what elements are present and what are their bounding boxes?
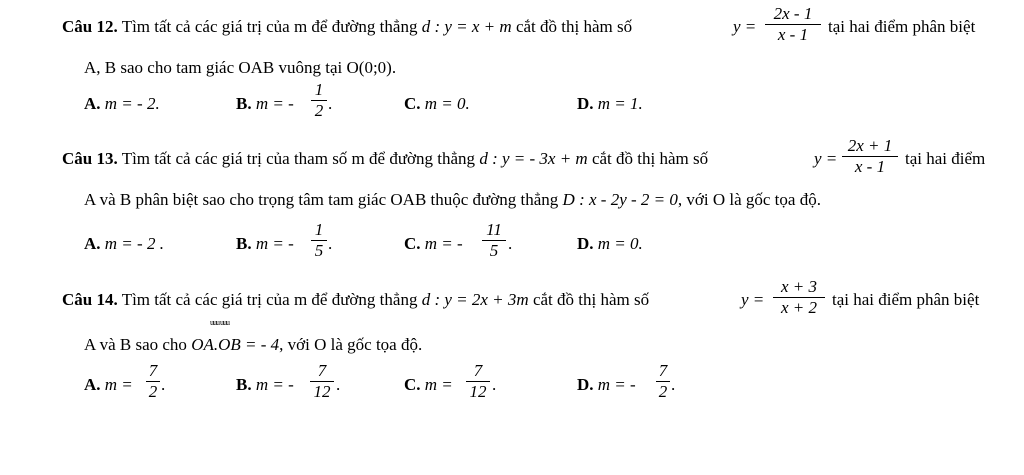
option-value: m = 0. [424, 94, 470, 113]
option-letter: C. [404, 234, 421, 253]
q13-option-c-suffix: . [508, 234, 513, 253]
option-prefix: m = - [255, 375, 294, 394]
q12-option-b-suffix: . [328, 94, 333, 113]
q14-option-b-suffix: . [336, 375, 341, 394]
q12-option-a[interactable] [84, 94, 160, 114]
q13-fraction-denominator: x - 1 [854, 157, 886, 176]
q14-option-c-suffix: . [492, 375, 497, 394]
q14-option-a-fraction [146, 362, 160, 401]
option-letter: A. [84, 375, 101, 394]
fraction-denominator: 2 [314, 101, 324, 120]
option-letter: B. [236, 375, 252, 394]
option-letter: B. [236, 94, 252, 113]
fraction-numerator: 1 [314, 80, 324, 99]
q13-line-D-equation: D : x - 2y - 2 = 0 [562, 190, 678, 209]
q12-y-eq: y = [733, 17, 757, 36]
fraction-denominator: 5 [314, 241, 324, 260]
q14-option-c[interactable] [404, 375, 453, 395]
q12-option-b-fraction [311, 81, 327, 120]
q12-option-b[interactable] [236, 94, 294, 114]
q14-dot-product-equation: OA.OB = - 4 [191, 335, 280, 354]
q12-line1 [62, 17, 632, 37]
fraction-numerator: 7 [317, 361, 327, 380]
q13-y-eq: y = [814, 149, 838, 168]
option-prefix: m = - [424, 234, 463, 253]
option-value: m = 1. [597, 94, 643, 113]
q12-option-c[interactable] [404, 94, 470, 114]
q14-option-d[interactable] [577, 375, 636, 395]
fraction-numerator: 11 [486, 220, 502, 239]
q14-option-b[interactable] [236, 375, 294, 395]
fraction-denominator: 2 [658, 382, 668, 401]
q14-option-b-fraction [310, 362, 334, 401]
q13-option-c-fraction [482, 221, 506, 260]
fraction-denominator: 2 [148, 382, 158, 401]
fraction-numerator: 7 [658, 361, 668, 380]
q13-option-c[interactable] [404, 234, 463, 254]
option-letter: D. [577, 234, 594, 253]
q14-option-c-fraction [466, 362, 490, 401]
q13-text3: tại hai điểm [905, 149, 986, 168]
q12-fraction-numerator: 2x - 1 [773, 4, 813, 23]
q13-option-b-fraction [311, 221, 327, 260]
option-letter: D. [577, 94, 594, 113]
q14-option-a-suffix: . [161, 375, 166, 394]
q13-option-a[interactable] [84, 234, 164, 254]
q14-fraction-numerator: x + 3 [780, 277, 818, 296]
q12-text3: tại hai điểm phân biệt [828, 17, 976, 36]
q13-option-d[interactable] [577, 234, 643, 254]
option-prefix: m = - [597, 375, 636, 394]
q14-fraction-denominator: x + 2 [780, 298, 818, 317]
fraction-numerator: 1 [314, 220, 324, 239]
q13-line2 [84, 190, 821, 210]
q13-line1 [62, 149, 708, 169]
fraction-numerator: 7 [148, 361, 158, 380]
q13-option-b-suffix: . [328, 234, 333, 253]
option-letter: A. [84, 234, 101, 253]
q14-function-fraction [773, 278, 825, 317]
q14-line2 [84, 335, 422, 355]
q14-y-eq: y = [741, 290, 765, 309]
option-value: m = - 2 . [104, 234, 164, 253]
q13-text2: cắt đồ thị hàm số [591, 149, 709, 168]
q12-line-equation: d : y = x + m [421, 17, 512, 36]
q13-line2a: A và B phân biệt sao cho trọng tâm tam giác OAB thuộc đường thẳng [84, 190, 559, 209]
q14-label: Câu 14. [62, 290, 118, 309]
q12-text2: cắt đồ thị hàm số [515, 17, 633, 36]
q12-text1: Tìm tất cả các giá trị của m để đường thẳng [121, 17, 418, 36]
option-value: m = 0. [597, 234, 643, 253]
option-prefix: m = [104, 375, 133, 394]
q12-option-d[interactable] [577, 94, 643, 114]
option-letter: A. [84, 94, 101, 113]
option-prefix: m = - [255, 94, 294, 113]
q14-line1 [62, 290, 649, 310]
q14-text1: Tìm tất cả các giá trị của m để đường thẳng [121, 290, 418, 309]
q14-vector-arrows: uuu uuu [210, 318, 229, 327]
option-prefix: m = [424, 375, 453, 394]
option-letter: B. [236, 234, 252, 253]
q13-text1: Tìm tất cả các giá trị của tham số m để đường thẳng [121, 149, 476, 168]
q14-line2b: , với O là gốc tọa độ. [279, 335, 423, 354]
q14-text3: tại hai điểm phân biệt [832, 290, 980, 309]
q14-text2: cắt đồ thị hàm số [532, 290, 650, 309]
q12-fraction-denominator: x - 1 [777, 25, 809, 44]
q13-line2b: , với O là gốc tọa độ. [677, 190, 821, 209]
fraction-numerator: 7 [473, 361, 483, 380]
fraction-denominator: 5 [489, 241, 499, 260]
q13-option-b[interactable] [236, 234, 294, 254]
q14-line2a: A và B sao cho [84, 335, 187, 354]
fraction-denominator: 12 [313, 382, 331, 401]
option-prefix: m = - [255, 234, 294, 253]
q12-label: Câu 12. [62, 17, 118, 36]
q13-function-fraction [842, 137, 898, 176]
option-letter: C. [404, 375, 421, 394]
option-letter: D. [577, 375, 594, 394]
fraction-denominator: 12 [469, 382, 487, 401]
q14-line-equation: d : y = 2x + 3m [421, 290, 529, 309]
q14-option-d-fraction [656, 362, 670, 401]
q12-function-fraction [765, 5, 821, 44]
q13-label: Câu 13. [62, 149, 118, 168]
option-value: m = - 2. [104, 94, 160, 113]
option-letter: C. [404, 94, 421, 113]
q13-line-equation: d : y = - 3x + m [479, 149, 588, 168]
q14-option-a[interactable] [84, 375, 133, 395]
q14-option-d-suffix: . [671, 375, 676, 394]
q12-line2: A, B sao cho tam giác OAB vuông tại O(0;0). [84, 58, 397, 77]
q13-fraction-numerator: 2x + 1 [847, 136, 893, 155]
